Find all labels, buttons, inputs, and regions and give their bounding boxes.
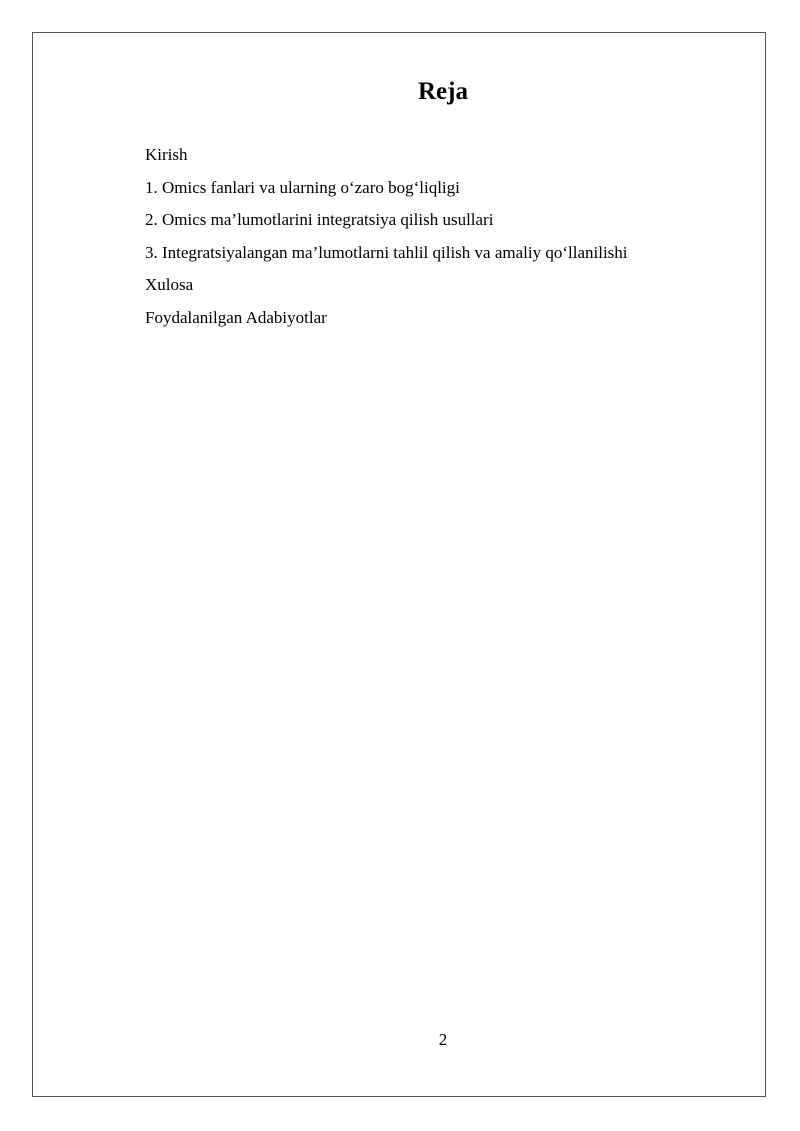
toc-item-section-3: 3. Integratsiyalangan ma’lumotlarni tahlil qilish va amaliy qo‘llanilishi	[145, 242, 628, 262]
toc-item-introduction: Kirish	[145, 145, 188, 164]
toc-item-conclusion: Xulosa	[145, 275, 194, 295]
toc-item-section-2: 2. Omics ma’lumotlarini integratsiya qilish usullari	[145, 210, 494, 230]
toc-item-references: Foydalanilgan Adabiyotlar	[145, 307, 327, 327]
table-of-contents	[145, 145, 628, 341]
toc-item-section-1: 1. Omics fanlari va ularning o‘zaro bog‘liqligi	[145, 177, 460, 197]
page-number: 2	[438, 1030, 448, 1049]
page-title: Reja	[418, 78, 468, 105]
